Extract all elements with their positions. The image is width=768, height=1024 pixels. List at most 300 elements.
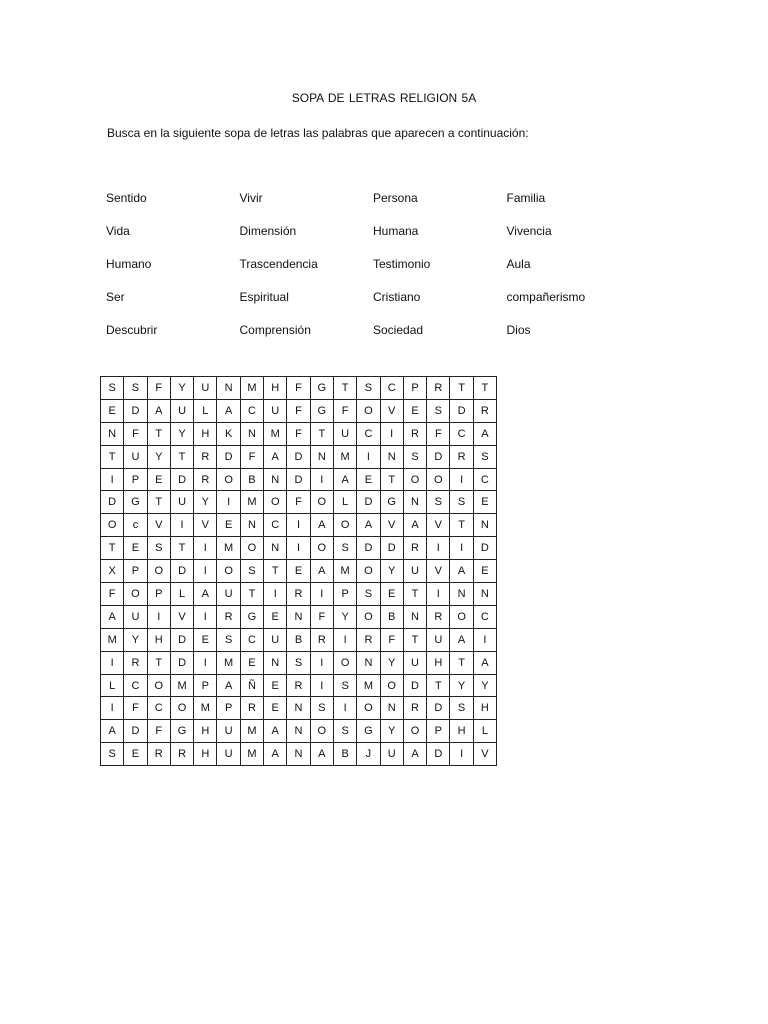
word-list-item: Persona <box>373 191 418 205</box>
grid-row <box>101 583 497 606</box>
grid-cell: L <box>473 720 496 743</box>
grid-cell: H <box>427 651 450 674</box>
grid-cell: D <box>357 491 380 514</box>
grid-cell: N <box>101 422 124 445</box>
grid-cell: O <box>450 605 473 628</box>
grid-cell: N <box>403 605 426 628</box>
grid-cell: O <box>333 651 356 674</box>
grid-cell: M <box>240 491 263 514</box>
grid-cell: S <box>450 491 473 514</box>
grid-cell: N <box>287 605 310 628</box>
grid-cell: I <box>101 697 124 720</box>
grid-cell: N <box>450 583 473 606</box>
grid-cell: S <box>357 583 380 606</box>
grid-cell: F <box>124 422 147 445</box>
grid-cell: D <box>380 537 403 560</box>
grid-cell: I <box>170 514 193 537</box>
word-list-item: Espiritual <box>239 290 289 304</box>
grid-cell: C <box>357 422 380 445</box>
grid-cell: F <box>147 377 170 400</box>
grid-cell: U <box>124 605 147 628</box>
grid-cell: N <box>264 537 287 560</box>
word-list-item: Sociedad <box>373 323 424 337</box>
grid-cell: R <box>217 605 240 628</box>
grid-cell: O <box>240 537 263 560</box>
grid-row <box>101 422 497 445</box>
grid-cell: E <box>287 560 310 583</box>
grid-cell: S <box>101 377 124 400</box>
grid-cell: N <box>264 651 287 674</box>
grid-cell: F <box>287 399 310 422</box>
grid-cell: A <box>101 605 124 628</box>
grid-cell: L <box>101 674 124 697</box>
grid-cell: U <box>124 445 147 468</box>
word-list-row <box>106 322 666 355</box>
grid-cell: D <box>170 651 193 674</box>
grid-cell: D <box>101 491 124 514</box>
grid-cell: A <box>264 743 287 766</box>
grid-cell: D <box>473 537 496 560</box>
grid-cell: D <box>403 674 426 697</box>
grid-cell: H <box>194 720 217 743</box>
grid-cell: I <box>217 491 240 514</box>
grid-cell: D <box>124 399 147 422</box>
grid-cell: O <box>310 720 333 743</box>
grid-cell: S <box>101 743 124 766</box>
grid-cell: I <box>310 651 333 674</box>
grid-cell: F <box>333 399 356 422</box>
grid-cell: E <box>124 537 147 560</box>
grid-cell: D <box>450 399 473 422</box>
grid-cell: Y <box>170 422 193 445</box>
grid-row <box>101 491 497 514</box>
word-list-item: Humana <box>373 224 419 238</box>
grid-cell: X <box>101 560 124 583</box>
grid-cell: N <box>240 514 263 537</box>
grid-cell: N <box>264 468 287 491</box>
grid-cell: I <box>310 468 333 491</box>
grid-cell: C <box>240 628 263 651</box>
grid-cell: I <box>427 583 450 606</box>
grid-cell: T <box>170 445 193 468</box>
grid-row <box>101 743 497 766</box>
grid-cell: E <box>147 468 170 491</box>
grid-cell: H <box>450 720 473 743</box>
grid-cell: E <box>473 491 496 514</box>
grid-cell: T <box>310 422 333 445</box>
grid-cell: I <box>194 651 217 674</box>
word-search-grid <box>100 376 497 766</box>
grid-cell: R <box>357 628 380 651</box>
grid-cell: Y <box>450 674 473 697</box>
grid-cell: A <box>310 560 333 583</box>
grid-cell: A <box>310 514 333 537</box>
grid-cell: S <box>403 445 426 468</box>
grid-cell: S <box>333 674 356 697</box>
grid-cell: D <box>170 560 193 583</box>
grid-cell: B <box>380 605 403 628</box>
grid-cell: A <box>333 468 356 491</box>
grid-cell: U <box>264 399 287 422</box>
word-list-item: Dios <box>506 323 531 337</box>
grid-cell: F <box>427 422 450 445</box>
grid-cell: A <box>450 628 473 651</box>
grid-cell: O <box>217 560 240 583</box>
grid-cell: I <box>450 537 473 560</box>
grid-cell: K <box>217 422 240 445</box>
grid-cell: S <box>287 651 310 674</box>
grid-cell: G <box>240 605 263 628</box>
grid-cell: U <box>333 422 356 445</box>
grid-cell: S <box>124 377 147 400</box>
grid-cell: Ñ <box>240 674 263 697</box>
grid-cell: D <box>427 743 450 766</box>
grid-cell: G <box>310 399 333 422</box>
word-list-item: Trascendencia <box>239 257 318 271</box>
grid-cell: E <box>124 743 147 766</box>
grid-cell: E <box>264 697 287 720</box>
grid-cell: P <box>124 468 147 491</box>
grid-row <box>101 399 497 422</box>
grid-cell: N <box>380 697 403 720</box>
grid-cell: A <box>403 514 426 537</box>
grid-cell: R <box>310 628 333 651</box>
grid-row <box>101 537 497 560</box>
grid-cell: T <box>101 445 124 468</box>
grid-cell: E <box>101 399 124 422</box>
word-list-item: Aula <box>506 257 531 271</box>
grid-cell: O <box>264 491 287 514</box>
grid-cell: O <box>333 514 356 537</box>
word-list-item: Vivir <box>239 191 263 205</box>
grid-cell: P <box>427 720 450 743</box>
grid-cell: U <box>427 628 450 651</box>
grid-cell: I <box>264 583 287 606</box>
grid-cell: N <box>357 651 380 674</box>
grid-cell: S <box>473 445 496 468</box>
word-list-item: Cristiano <box>373 290 421 304</box>
grid-cell: C <box>147 697 170 720</box>
grid-cell: T <box>427 674 450 697</box>
grid-cell: P <box>147 583 170 606</box>
grid-cell: I <box>380 422 403 445</box>
grid-cell: T <box>473 377 496 400</box>
grid-cell: A <box>217 674 240 697</box>
word-list-row <box>106 289 666 322</box>
grid-cell: N <box>217 377 240 400</box>
grid-cell: V <box>147 514 170 537</box>
word-list-row <box>106 256 666 289</box>
grid-cell: Y <box>170 377 193 400</box>
grid-cell: A <box>264 445 287 468</box>
grid-cell: O <box>403 720 426 743</box>
grid-cell: E <box>403 399 426 422</box>
grid-cell: T <box>147 651 170 674</box>
grid-cell: U <box>264 628 287 651</box>
grid-cell: D <box>357 537 380 560</box>
grid-cell: A <box>473 651 496 674</box>
grid-cell: R <box>124 651 147 674</box>
grid-cell: I <box>333 628 356 651</box>
grid-cell: L <box>170 583 193 606</box>
grid-cell: E <box>380 583 403 606</box>
grid-cell: P <box>333 583 356 606</box>
grid-cell: D <box>170 628 193 651</box>
grid-cell: S <box>333 537 356 560</box>
grid-cell: Y <box>333 605 356 628</box>
grid-cell: M <box>240 377 263 400</box>
grid-cell: V <box>427 560 450 583</box>
grid-cell: D <box>287 468 310 491</box>
grid-cell: I <box>194 537 217 560</box>
grid-cell: T <box>403 583 426 606</box>
grid-cell: R <box>427 377 450 400</box>
grid-cell: A <box>473 422 496 445</box>
grid-cell: T <box>333 377 356 400</box>
grid-cell: V <box>380 399 403 422</box>
grid-cell: N <box>287 720 310 743</box>
grid-cell: T <box>240 583 263 606</box>
grid-cell: O <box>124 583 147 606</box>
grid-cell: N <box>287 743 310 766</box>
word-list-item: Humano <box>106 257 152 271</box>
grid-cell: Y <box>124 628 147 651</box>
grid-cell: C <box>380 377 403 400</box>
grid-cell: F <box>380 628 403 651</box>
grid-cell: O <box>403 468 426 491</box>
grid-cell: R <box>287 674 310 697</box>
grid-cell: A <box>403 743 426 766</box>
grid-cell: T <box>147 422 170 445</box>
grid-cell: U <box>217 583 240 606</box>
grid-cell: C <box>450 422 473 445</box>
grid-cell: I <box>450 468 473 491</box>
grid-cell: Y <box>194 491 217 514</box>
grid-cell: G <box>380 491 403 514</box>
word-list <box>106 190 666 355</box>
grid-cell: N <box>380 445 403 468</box>
grid-cell: T <box>170 537 193 560</box>
grid-cell: U <box>380 743 403 766</box>
grid-cell: C <box>124 674 147 697</box>
grid-cell: I <box>473 628 496 651</box>
grid-cell: S <box>450 697 473 720</box>
grid-row <box>101 468 497 491</box>
grid-cell: S <box>333 720 356 743</box>
grid-cell: I <box>427 537 450 560</box>
grid-cell: H <box>147 628 170 651</box>
grid-cell: L <box>333 491 356 514</box>
grid-cell: I <box>194 560 217 583</box>
word-list-row <box>106 190 666 223</box>
grid-cell: R <box>403 422 426 445</box>
grid-cell: M <box>264 422 287 445</box>
grid-cell: F <box>310 605 333 628</box>
grid-cell: G <box>124 491 147 514</box>
grid-cell: I <box>357 445 380 468</box>
grid-cell: A <box>101 720 124 743</box>
grid-cell: V <box>380 514 403 537</box>
grid-cell: I <box>101 651 124 674</box>
grid-cell: H <box>473 697 496 720</box>
grid-cell: R <box>170 743 193 766</box>
grid-cell: A <box>310 743 333 766</box>
grid-row <box>101 445 497 468</box>
grid-cell: V <box>170 605 193 628</box>
grid-cell: F <box>101 583 124 606</box>
grid-cell: S <box>147 537 170 560</box>
word-list-item: Familia <box>506 191 546 205</box>
grid-cell: O <box>427 468 450 491</box>
grid-cell: O <box>310 491 333 514</box>
grid-cell: N <box>240 422 263 445</box>
grid-cell: R <box>473 399 496 422</box>
grid-cell: O <box>147 674 170 697</box>
grid-cell: F <box>124 697 147 720</box>
grid-cell: C <box>473 468 496 491</box>
grid-cell: C <box>473 605 496 628</box>
grid-cell: O <box>357 605 380 628</box>
grid-cell: D <box>170 468 193 491</box>
grid-cell: R <box>403 697 426 720</box>
grid-cell: Y <box>380 651 403 674</box>
grid-cell: I <box>287 514 310 537</box>
grid-cell: I <box>147 605 170 628</box>
grid-cell: I <box>310 674 333 697</box>
grid-cell: J <box>357 743 380 766</box>
word-list-item: Dimensión <box>239 224 297 238</box>
grid-row <box>101 605 497 628</box>
grid-cell: F <box>240 445 263 468</box>
grid-cell: O <box>170 697 193 720</box>
grid-cell: H <box>194 422 217 445</box>
grid-cell: M <box>240 720 263 743</box>
grid-cell: M <box>333 560 356 583</box>
grid-cell: E <box>357 468 380 491</box>
grid-cell: S <box>310 697 333 720</box>
grid-cell: c <box>124 514 147 537</box>
grid-cell: R <box>147 743 170 766</box>
grid-cell: A <box>147 399 170 422</box>
grid-cell: M <box>194 697 217 720</box>
grid-cell: S <box>217 628 240 651</box>
grid-cell: E <box>194 628 217 651</box>
grid-cell: L <box>194 399 217 422</box>
word-list-item: Vida <box>106 224 130 238</box>
grid-cell: V <box>427 514 450 537</box>
grid-cell: V <box>473 743 496 766</box>
grid-cell: B <box>333 743 356 766</box>
grid-cell: R <box>287 583 310 606</box>
grid-cell: N <box>473 583 496 606</box>
grid-cell: E <box>264 605 287 628</box>
word-list-item: Ser <box>106 290 125 304</box>
grid-cell: D <box>427 697 450 720</box>
grid-cell: U <box>217 720 240 743</box>
grid-cell: S <box>427 399 450 422</box>
grid-cell: I <box>101 468 124 491</box>
grid-cell: T <box>450 514 473 537</box>
grid-cell: F <box>147 720 170 743</box>
grid-cell: R <box>403 537 426 560</box>
word-list-item: compañerismo <box>506 290 586 304</box>
grid-row <box>101 628 497 651</box>
document-title: SOPA DE LETRAS RELIGION 5A <box>291 91 477 105</box>
grid-cell: N <box>473 514 496 537</box>
word-list-item: Testimonio <box>373 257 431 271</box>
grid-cell: C <box>264 514 287 537</box>
word-list-row <box>106 223 666 256</box>
grid-cell: I <box>450 743 473 766</box>
grid-cell: M <box>240 743 263 766</box>
grid-cell: P <box>194 674 217 697</box>
grid-cell: R <box>427 605 450 628</box>
grid-row <box>101 720 497 743</box>
grid-cell: Y <box>380 560 403 583</box>
grid-cell: E <box>240 651 263 674</box>
instructions-text: Busca en la siguiente sopa de letras las palabras que aparecen a continuación: <box>107 126 529 140</box>
grid-cell: C <box>240 399 263 422</box>
grid-row <box>101 674 497 697</box>
grid-cell: A <box>217 399 240 422</box>
grid-cell: I <box>194 605 217 628</box>
grid-cell: D <box>287 445 310 468</box>
grid-cell: Y <box>380 720 403 743</box>
grid-cell: U <box>170 491 193 514</box>
grid-cell: E <box>473 560 496 583</box>
grid-cell: A <box>194 583 217 606</box>
word-list-item: Vivencia <box>506 224 552 238</box>
grid-cell: M <box>357 674 380 697</box>
word-list-item: Descubrir <box>106 323 158 337</box>
grid-cell: U <box>170 399 193 422</box>
grid-cell: G <box>357 720 380 743</box>
grid-cell: N <box>310 445 333 468</box>
grid-cell: I <box>287 537 310 560</box>
grid-cell: O <box>310 537 333 560</box>
word-list-item: Sentido <box>106 191 147 205</box>
grid-cell: M <box>170 674 193 697</box>
grid-cell: O <box>101 514 124 537</box>
grid-cell: T <box>264 560 287 583</box>
grid-cell: T <box>450 377 473 400</box>
grid-cell: O <box>357 399 380 422</box>
grid-cell: F <box>287 491 310 514</box>
grid-cell: U <box>194 377 217 400</box>
grid-cell: D <box>124 720 147 743</box>
grid-cell: P <box>217 697 240 720</box>
grid-cell: M <box>333 445 356 468</box>
grid-cell: P <box>403 377 426 400</box>
grid-cell: O <box>147 560 170 583</box>
grid-cell: F <box>287 422 310 445</box>
grid-cell: T <box>403 628 426 651</box>
grid-cell: D <box>217 445 240 468</box>
grid-cell: I <box>310 583 333 606</box>
grid-cell: O <box>357 697 380 720</box>
grid-cell: M <box>217 651 240 674</box>
grid-cell: T <box>101 537 124 560</box>
grid-cell: T <box>450 651 473 674</box>
grid-cell: D <box>427 445 450 468</box>
grid-row <box>101 697 497 720</box>
grid-row <box>101 651 497 674</box>
grid-cell: M <box>101 628 124 651</box>
grid-cell: N <box>403 491 426 514</box>
grid-row <box>101 514 497 537</box>
grid-cell: S <box>240 560 263 583</box>
grid-cell: A <box>357 514 380 537</box>
